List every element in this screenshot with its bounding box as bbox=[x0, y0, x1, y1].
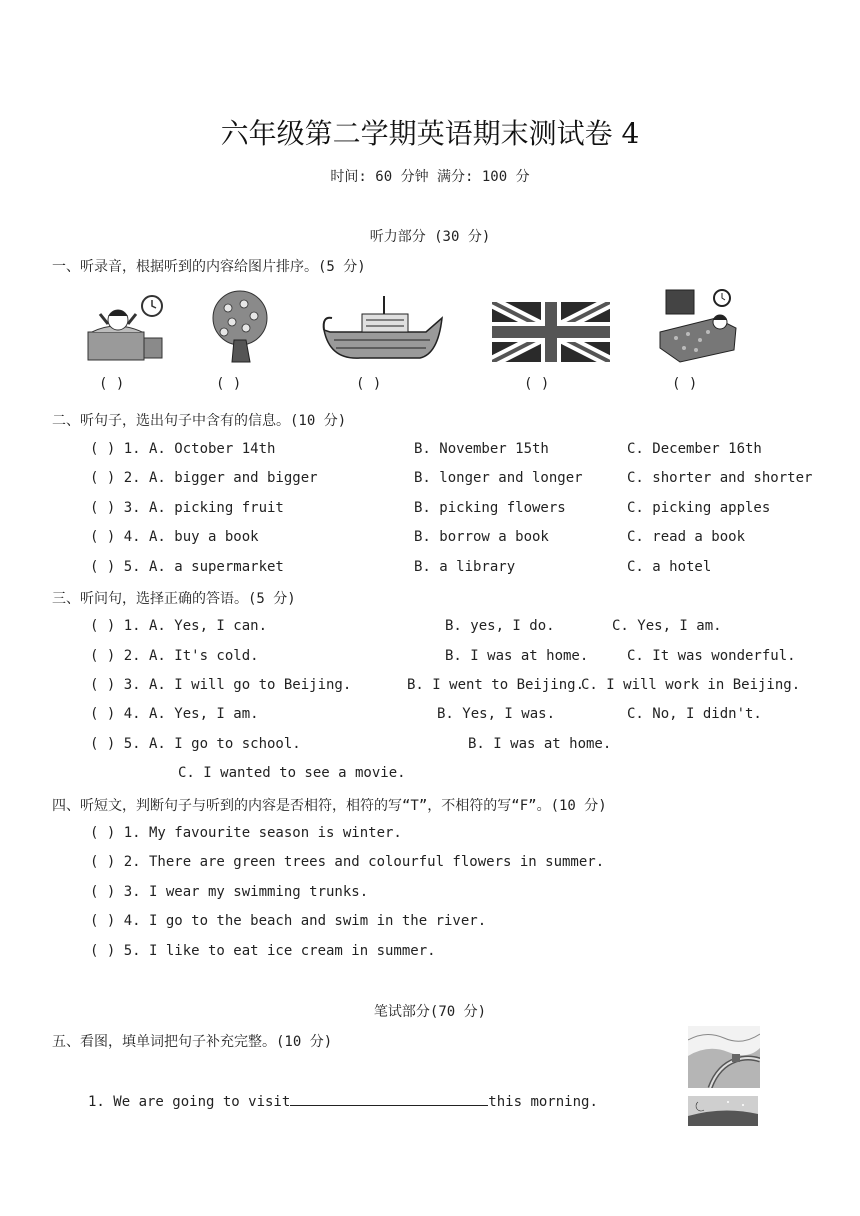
s2-q5-option-c: C. a hotel bbox=[627, 559, 712, 575]
s2-q5-option-b: B. a library bbox=[414, 559, 516, 575]
section5-heading: 五、看图，填单词把句子补充完整。(10 分) bbox=[52, 1034, 333, 1050]
s4-q2: ( ) 2. There are green trees and colourful flowers in summer. bbox=[90, 854, 605, 870]
s2-q1-option-c: C. December 16th bbox=[627, 441, 762, 457]
s2-q3-option-c: C. picking apples bbox=[627, 500, 771, 516]
apple-tree-icon bbox=[210, 290, 270, 364]
s3-q4-option-c: C. No, I didn't. bbox=[627, 706, 762, 722]
ship-icon bbox=[320, 294, 444, 364]
picture4-answer[interactable]: ( ) bbox=[524, 376, 550, 392]
s2-q5: ( ) 5. A. a supermarket bbox=[90, 559, 284, 575]
picture5-answer[interactable]: ( ) bbox=[672, 376, 698, 392]
picture3-answer[interactable]: ( ) bbox=[356, 376, 382, 392]
night-scene-icon bbox=[688, 1096, 758, 1126]
picture1-answer[interactable]: ( ) bbox=[99, 376, 125, 392]
s3-q4-option-b: B. Yes, I was. bbox=[437, 706, 556, 722]
s3-q4: ( ) 4. A. Yes, I am. bbox=[90, 706, 259, 722]
s3-q5-option-b: B. I was at home. bbox=[468, 736, 612, 752]
s3-q3-option-c: C. I will work in Beijing. bbox=[581, 677, 801, 693]
child-sleeping-icon bbox=[656, 288, 738, 364]
boy-waking-up-icon bbox=[86, 292, 166, 362]
listening-header: 听力部分 (30 分) bbox=[369, 229, 491, 245]
s3-q1-option-c: C. Yes, I am. bbox=[612, 618, 722, 634]
s2-q3: ( ) 3. A. picking fruit bbox=[90, 500, 284, 516]
s2-q3-option-b: B. picking flowers bbox=[414, 500, 566, 516]
section2-heading: 二、听句子，选出句子中含有的信息。(10 分) bbox=[52, 413, 347, 429]
exam-info: 时间: 60 分钟 满分: 100 分 bbox=[330, 169, 530, 185]
section1-heading: 一、听录音，根据听到的内容给图片排序。(5 分) bbox=[52, 259, 366, 275]
s5-q1-blank[interactable] bbox=[290, 1091, 488, 1106]
s5-q1 bbox=[88, 1091, 598, 1110]
section4-heading: 四、听短文，判断句子与听到的内容是否相符，相符的写“T”，不相符的写“F”。(10 分) bbox=[52, 798, 607, 814]
s3-q2-option-c: C. It was wonderful. bbox=[627, 648, 796, 664]
written-header: 笔试部分(70 分) bbox=[373, 1004, 487, 1020]
s3-q1-option-b: B. yes, I do. bbox=[445, 618, 555, 634]
s3-q3-option-b: B. I went to Beijing. bbox=[407, 677, 585, 693]
s3-q3: ( ) 3. A. I will go to Beijing. bbox=[90, 677, 352, 693]
s3-q5-option-c: C. I wanted to see a movie. bbox=[178, 765, 406, 781]
s3-q2-option-b: B. I was at home. bbox=[445, 648, 589, 664]
s2-q4: ( ) 4. A. buy a book bbox=[90, 529, 259, 545]
picture2-answer[interactable]: ( ) bbox=[216, 376, 242, 392]
s3-q2: ( ) 2. A. It's cold. bbox=[90, 648, 259, 664]
s5-q1-after: this morning. bbox=[488, 1094, 598, 1110]
s2-q1: ( ) 1. A. October 14th bbox=[90, 441, 276, 457]
s3-q5: ( ) 5. A. I go to school. bbox=[90, 736, 301, 752]
s5-q1-before: 1. We are going to visit bbox=[88, 1094, 291, 1110]
s2-q2-option-c: C. shorter and shorter bbox=[627, 470, 813, 486]
s3-q1: ( ) 1. A. Yes, I can. bbox=[90, 618, 268, 634]
s4-q5: ( ) 5. I like to eat ice cream in summer. bbox=[90, 943, 436, 959]
section3-heading: 三、听问句，选择正确的答语。(5 分) bbox=[52, 591, 296, 607]
s2-q4-option-b: B. borrow a book bbox=[414, 529, 549, 545]
s4-q1: ( ) 1. My favourite season is winter. bbox=[90, 825, 402, 841]
s2-q1-option-b: B. November 15th bbox=[414, 441, 549, 457]
great-wall-icon bbox=[688, 1026, 760, 1088]
s4-q3: ( ) 3. I wear my swimming trunks. bbox=[90, 884, 369, 900]
s2-q4-option-c: C. read a book bbox=[627, 529, 746, 545]
s2-q2: ( ) 2. A. bigger and bigger bbox=[90, 470, 318, 486]
s2-q2-option-b: B. longer and longer bbox=[414, 470, 583, 486]
uk-flag-icon bbox=[492, 302, 610, 362]
s4-q4: ( ) 4. I go to the beach and swim in the river. bbox=[90, 913, 487, 929]
page-title: 六年级第二学期英语期末测试卷 4 bbox=[220, 117, 640, 150]
